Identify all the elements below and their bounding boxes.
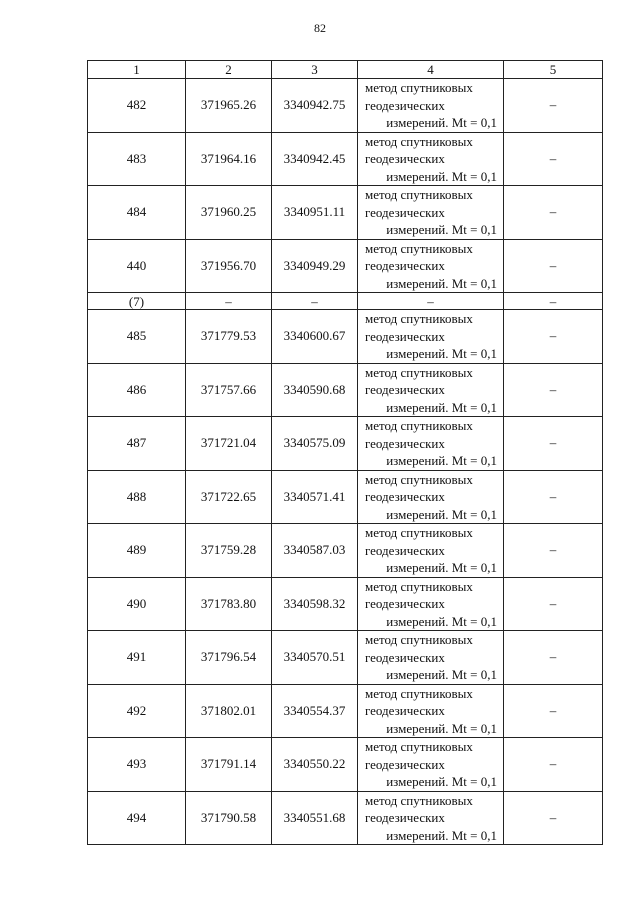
table-row	[88, 417, 603, 471]
x-coordinate-cell: 371791.14	[186, 738, 272, 792]
note-cell: –	[504, 417, 603, 471]
y-coordinate-cell: 3340942.75	[272, 79, 358, 133]
method-line: метод спутниковых	[365, 578, 473, 594]
x-coordinate-cell: –	[186, 293, 272, 310]
point-number-cell: 494	[88, 791, 186, 845]
method-line: метод спутниковых	[365, 133, 473, 149]
note-cell: –	[504, 363, 603, 417]
method-line: метод спутниковых	[365, 685, 473, 701]
table-row	[88, 577, 603, 631]
method-line: метод спутниковых	[365, 418, 473, 433]
method-cell	[358, 186, 504, 240]
note-cell: –	[504, 310, 603, 364]
y-coordinate-cell: 3340949.29	[272, 239, 358, 293]
header-col-5: 5	[504, 61, 603, 79]
header-col-2: 2	[186, 61, 272, 79]
point-number-cell: (7)	[88, 293, 186, 310]
method-cell	[358, 239, 504, 293]
method-cell	[358, 310, 504, 364]
table-row	[88, 684, 603, 738]
method-line: метод спутниковых	[365, 80, 473, 95]
method-line: геодезических	[365, 204, 445, 220]
x-coordinate-cell: 371759.28	[186, 524, 272, 578]
method-line: измерений. Mt = 0,1	[386, 222, 497, 237]
x-coordinate-cell: 371956.70	[186, 239, 272, 293]
method-line: метод спутниковых	[365, 632, 473, 647]
table-row	[88, 239, 603, 293]
x-coordinate-cell: 371802.01	[186, 684, 272, 738]
y-coordinate-cell: 3340551.68	[272, 791, 358, 845]
method-line: измерений. Mt = 0,1	[386, 667, 497, 682]
method-cell	[358, 684, 504, 738]
note-cell: –	[504, 79, 603, 133]
point-number-cell: 486	[88, 363, 186, 417]
point-number-cell: 488	[88, 470, 186, 524]
method-line: геодезических	[365, 258, 445, 273]
table-body	[88, 79, 603, 845]
table-row	[88, 186, 603, 240]
method-line: метод спутниковых	[365, 792, 473, 808]
note-cell: –	[504, 738, 603, 792]
x-coordinate-cell: 371790.58	[186, 791, 272, 845]
method-line: измерений. Mt = 0,1	[386, 399, 497, 415]
table-row	[88, 791, 603, 845]
method-line: измерений. Mt = 0,1	[386, 720, 497, 736]
y-coordinate-cell: 3340590.68	[272, 363, 358, 417]
method-line: геодезических	[365, 151, 445, 166]
note-cell: –	[504, 186, 603, 240]
method-line: измерений. Mt = 0,1	[386, 613, 497, 629]
table-row	[88, 132, 603, 186]
point-number-cell: 484	[88, 186, 186, 240]
method-line: геодезических	[365, 97, 445, 113]
method-line: геодезических	[365, 542, 445, 558]
page-number: 82	[314, 21, 326, 35]
point-number-cell: 482	[88, 79, 186, 133]
method-cell	[358, 363, 504, 417]
point-number-cell: 489	[88, 524, 186, 578]
method-line: метод спутниковых	[365, 525, 473, 540]
y-coordinate-cell: 3340587.03	[272, 524, 358, 578]
y-coordinate-cell: 3340951.11	[272, 186, 358, 240]
method-line: измерений. Mt = 0,1	[386, 560, 497, 575]
point-number-cell: 492	[88, 684, 186, 738]
table-row	[88, 738, 603, 792]
method-line: метод спутниковых	[365, 187, 473, 202]
method-cell	[358, 738, 504, 792]
method-line: метод спутниковых	[365, 364, 473, 380]
table-row	[88, 470, 603, 524]
method-line: геодезических	[365, 489, 445, 504]
table-row	[88, 524, 603, 578]
y-coordinate-cell: 3340598.32	[272, 577, 358, 631]
point-number-cell: 493	[88, 738, 186, 792]
x-coordinate-cell: 371757.66	[186, 363, 272, 417]
method-line: геодезических	[365, 328, 445, 344]
method-cell	[358, 417, 504, 471]
method-cell	[358, 631, 504, 685]
y-coordinate-cell: 3340942.45	[272, 132, 358, 186]
x-coordinate-cell: 371796.54	[186, 631, 272, 685]
method-line: геодезических	[365, 810, 445, 825]
x-coordinate-cell: 371722.65	[186, 470, 272, 524]
note-cell: –	[504, 132, 603, 186]
method-cell: –	[358, 293, 504, 310]
table-row	[88, 363, 603, 417]
note-cell: –	[504, 524, 603, 578]
method-line: метод спутниковых	[365, 471, 473, 487]
y-coordinate-cell: 3340550.22	[272, 738, 358, 792]
method-line: геодезических	[365, 382, 445, 397]
method-line: измерений. Mt = 0,1	[386, 168, 497, 184]
point-number-cell: 490	[88, 577, 186, 631]
method-cell	[358, 79, 504, 133]
method-line: геодезических	[365, 756, 445, 772]
method-line: геодезических	[365, 649, 445, 665]
note-cell: –	[504, 577, 603, 631]
method-cell	[358, 470, 504, 524]
x-coordinate-cell: 371783.80	[186, 577, 272, 631]
note-cell: –	[504, 470, 603, 524]
point-number-cell: 485	[88, 310, 186, 364]
table-row-separator	[88, 293, 603, 310]
method-line: измерений. Mt = 0,1	[386, 774, 497, 789]
method-line: метод спутниковых	[365, 311, 473, 326]
x-coordinate-cell: 371960.25	[186, 186, 272, 240]
table-row	[88, 310, 603, 364]
note-cell: –	[504, 293, 603, 310]
point-number-cell: 440	[88, 239, 186, 293]
method-line: измерений. Mt = 0,1	[386, 346, 497, 361]
header-row	[88, 61, 603, 79]
note-cell: –	[504, 684, 603, 738]
note-cell: –	[504, 239, 603, 293]
note-cell: –	[504, 631, 603, 685]
coordinates-table	[87, 60, 603, 845]
table-row	[88, 79, 603, 133]
method-line: измерений. Mt = 0,1	[386, 506, 497, 522]
method-line: геодезических	[365, 596, 445, 611]
header-col-3: 3	[272, 61, 358, 79]
method-line: метод спутниковых	[365, 240, 473, 256]
y-coordinate-cell: 3340554.37	[272, 684, 358, 738]
method-line: измерений. Mt = 0,1	[386, 827, 497, 843]
x-coordinate-cell: 371965.26	[186, 79, 272, 133]
method-cell	[358, 132, 504, 186]
method-line: метод спутниковых	[365, 739, 473, 754]
method-cell	[358, 524, 504, 578]
header-col-4: 4	[358, 61, 504, 79]
y-coordinate-cell: 3340600.67	[272, 310, 358, 364]
method-line: геодезических	[365, 703, 445, 718]
table-header	[88, 61, 603, 79]
table-row	[88, 631, 603, 685]
method-cell	[358, 577, 504, 631]
y-coordinate-cell: 3340570.51	[272, 631, 358, 685]
point-number-cell: 487	[88, 417, 186, 471]
header-col-1: 1	[88, 61, 186, 79]
y-coordinate-cell: 3340571.41	[272, 470, 358, 524]
point-number-cell: 491	[88, 631, 186, 685]
x-coordinate-cell: 371964.16	[186, 132, 272, 186]
note-cell: –	[504, 791, 603, 845]
method-line: геодезических	[365, 435, 445, 451]
method-line: измерений. Mt = 0,1	[386, 453, 497, 468]
x-coordinate-cell: 371721.04	[186, 417, 272, 471]
y-coordinate-cell: –	[272, 293, 358, 310]
point-number-cell: 483	[88, 132, 186, 186]
y-coordinate-cell: 3340575.09	[272, 417, 358, 471]
method-line: измерений. Mt = 0,1	[386, 275, 497, 291]
method-line: измерений. Mt = 0,1	[386, 115, 497, 130]
x-coordinate-cell: 371779.53	[186, 310, 272, 364]
method-cell	[358, 791, 504, 845]
